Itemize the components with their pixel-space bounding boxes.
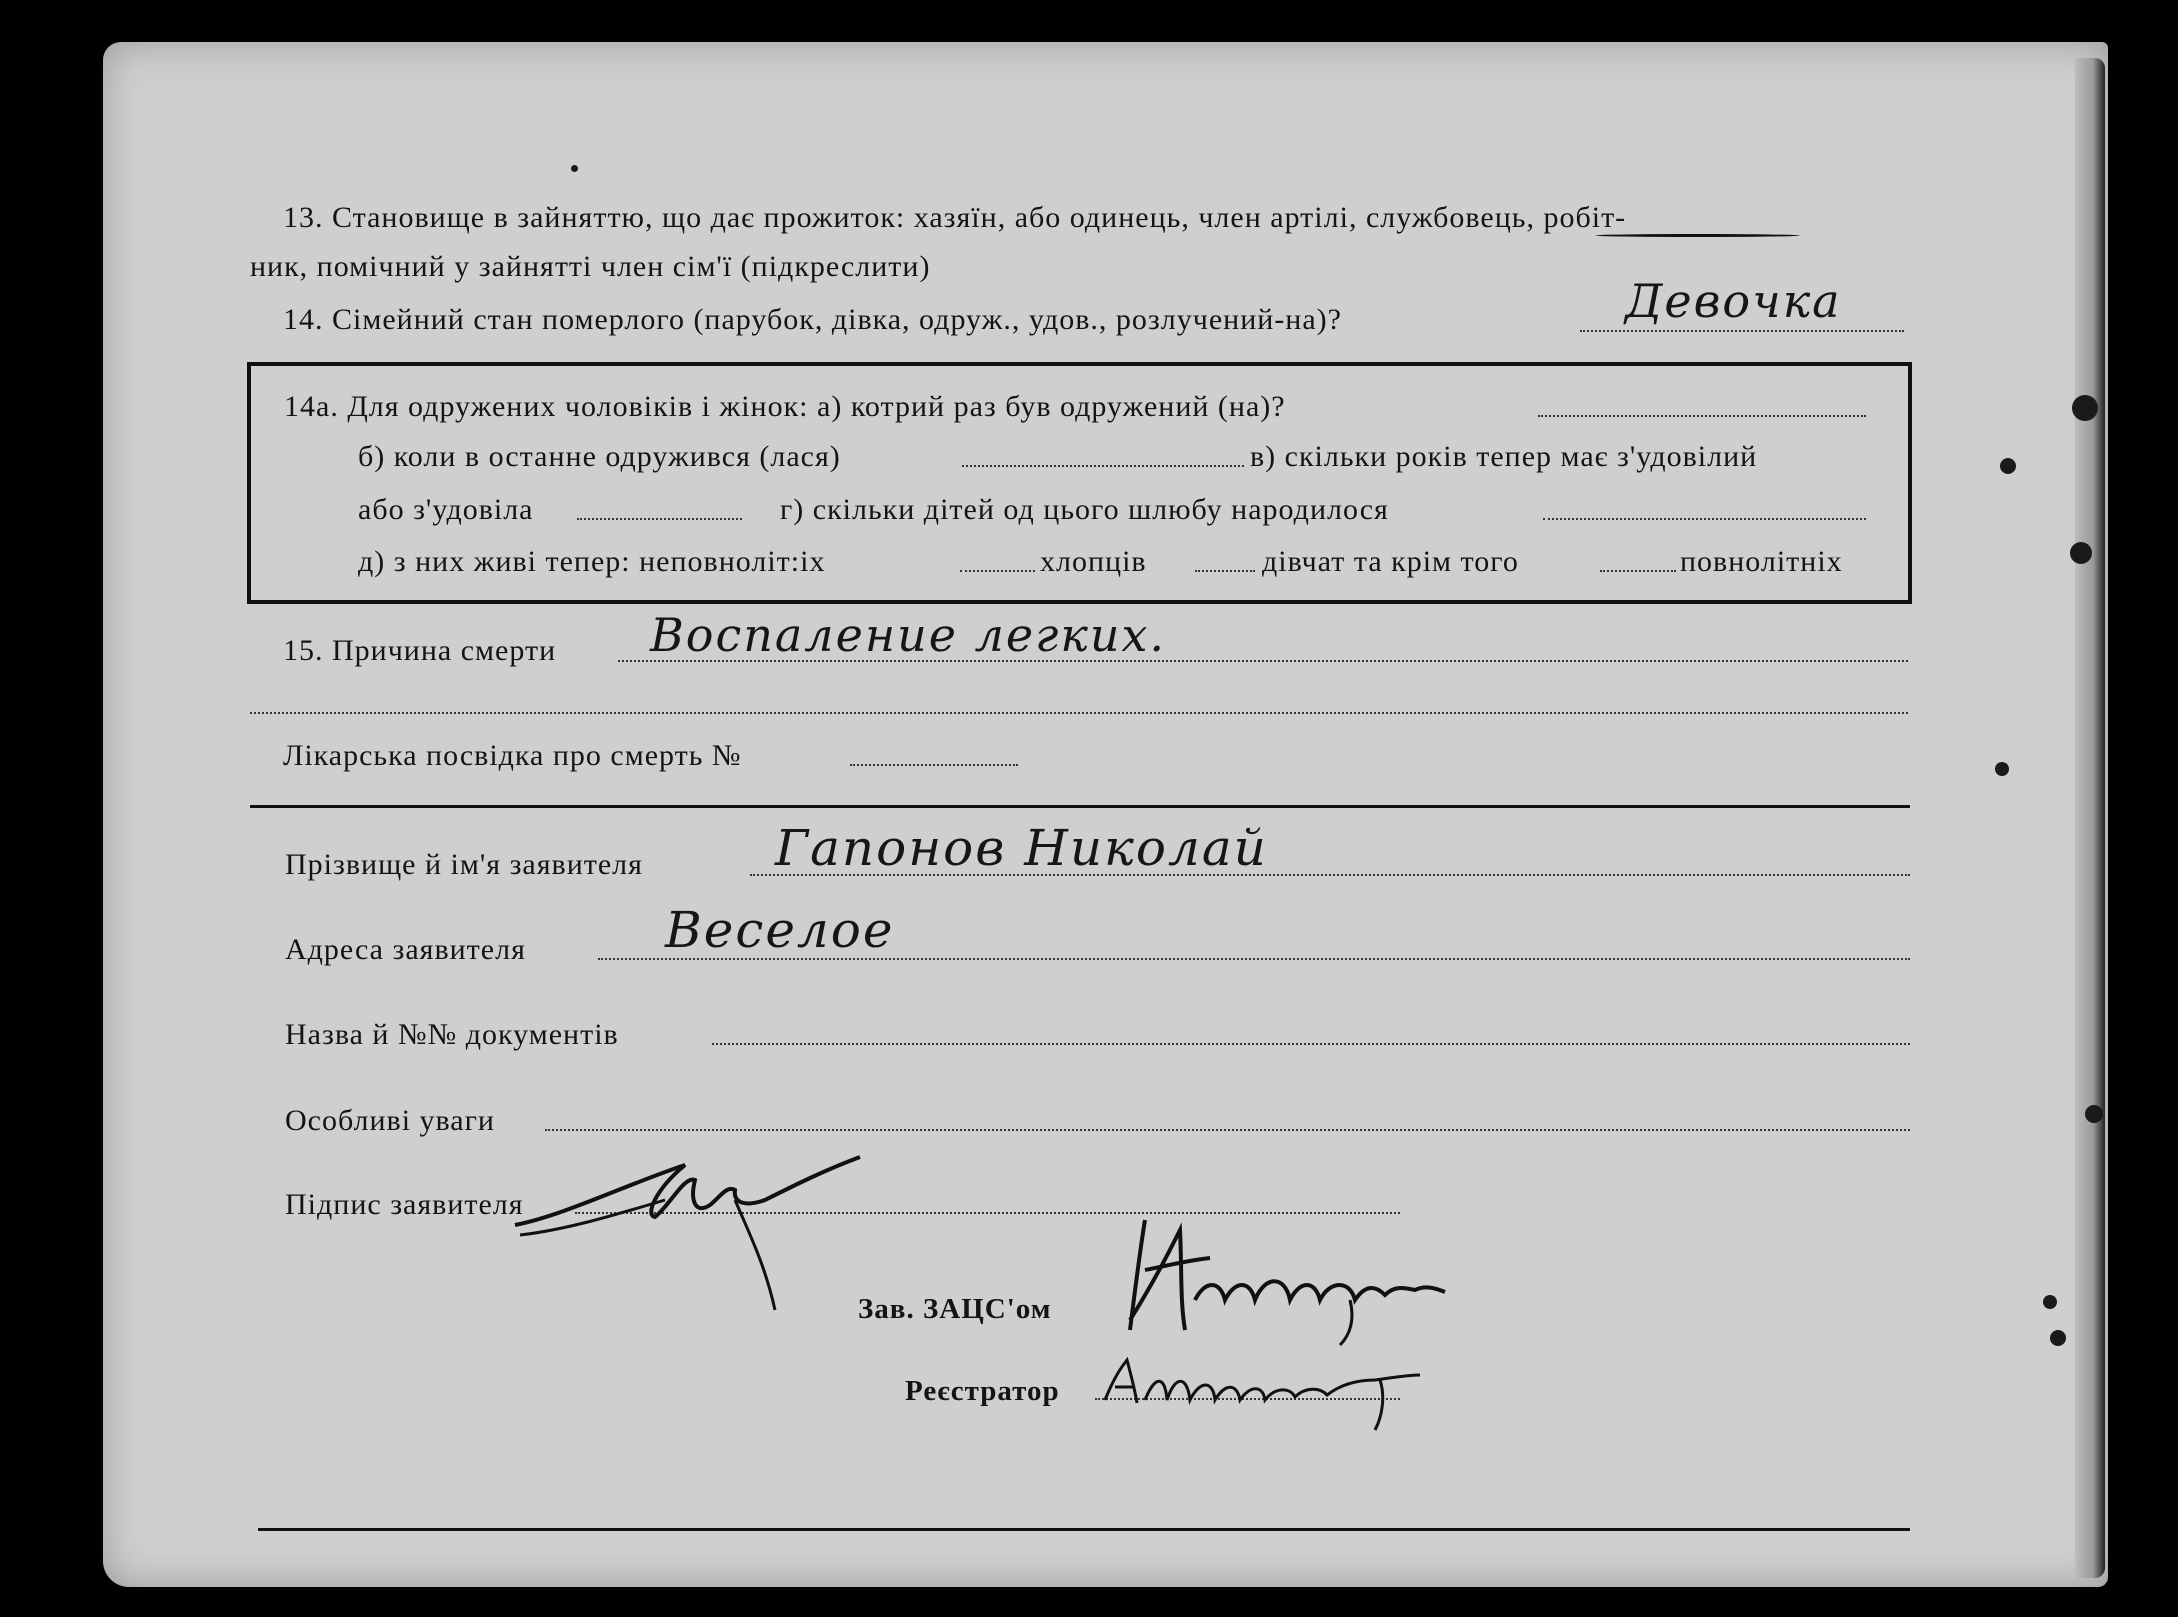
ink-spot [2072,395,2098,421]
question-14a-girls: дівчат та крім того [1262,545,1519,578]
ink-spot [2070,542,2092,564]
answer-line [960,570,1035,572]
ink-spot [1995,762,2009,776]
documents-label: Назва й №№ документів [285,1018,619,1051]
question-14a-g: г) скільки дітей од цього шлюбу народилося [780,493,1389,526]
question-14a-line1: 14а. Для одружених чоловіків і жінок: а) котрий раз був одружений (на)? [284,390,1286,423]
handwritten-applicant-address: Веселое [665,901,895,959]
answer-line [962,465,1244,467]
question-15: 15. Причина смерти [283,634,557,667]
question-14a-line3: або з'удовіла [358,493,534,526]
paper-edge [2075,58,2105,1578]
answer-line [250,712,1908,714]
handwritten-cause-of-death: Воспаление легких. [650,608,1167,662]
applicant-name-label: Прізвище й ім'я заявителя [285,848,643,881]
applicant-signature [505,1145,875,1320]
answer-line [1538,415,1866,417]
applicant-address-label: Адреса заявителя [285,933,526,966]
answer-line [1580,330,1904,332]
registrar-signature [1095,1345,1425,1435]
question-14a-d: д) з них живі тепер: неповноліт:іх [358,545,826,578]
handwritten-applicant-name: Гапонов Николай [775,819,1268,877]
answer-line [545,1129,1910,1131]
handwritten-marital-status: Девочка [1625,274,1842,328]
registrar-label: Реєстратор [905,1375,1060,1407]
answer-line [1195,570,1255,572]
answer-line [712,1043,1910,1045]
ink-spot [2043,1295,2057,1309]
question-14a-adults: повнолітніх [1680,545,1843,578]
ink-dot [571,165,578,172]
question-13-line1: 13. Становище в зайняттю, що дає прожиток: хазяїн, або одинець, член артілі, службовець, робіт- [283,201,1627,234]
question-14: 14. Сімейний стан померлого (парубок, дівка, одруж., удов., розлучений-на)? [283,303,1342,336]
ink-spot [2050,1330,2066,1346]
question-14a-v: в) скільки років тепер має з'удовілий [1250,440,1758,473]
question-14a-b: б) коли в останне одружився (лася) [358,440,841,473]
question-14a-boys: хлопців [1040,545,1147,578]
question-13-line2: ник, помічний у зайнятті член сім'ї (підкреслити) [250,250,931,283]
answer-line [850,764,1018,766]
answer-line [1543,518,1866,520]
medical-certificate-label: Лікарська посвідка про смерть № [283,739,742,772]
underline-mark [1595,234,1800,237]
ink-spot [2085,1105,2103,1123]
applicant-signature-label: Підпис заявителя [285,1188,524,1221]
ink-spot [2000,458,2016,474]
remarks-label: Особливі уваги [285,1104,495,1137]
answer-line [1600,570,1676,572]
head-signature [1110,1210,1450,1350]
answer-line [577,518,742,520]
section-divider [250,805,1910,808]
head-label: Зав. ЗАЦС'ом [858,1293,1052,1325]
bottom-rule [258,1528,1910,1531]
